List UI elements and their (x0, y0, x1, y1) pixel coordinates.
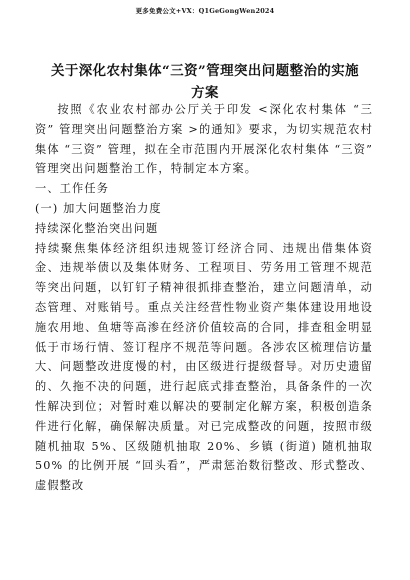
subsection-heading: (一) 加大问题整治力度 (35, 201, 162, 215)
header-note: 更多免费公文+VX：Q1GeGongWen2024 (135, 7, 275, 15)
intro-paragraph: 按照《农业农村部办公厅关于印发 <深化农村集体 “三资” 管理突出问题整治方案 >的通知》要求，为切实规范农村集体 “三资” 管理，拟在全市范围内开展深化农村集体 “三资” 管理突出问题整治工作，特制定本方案。 (35, 103, 373, 176)
item-title: 持续深化整治突出问题 (35, 221, 159, 235)
section-heading: 一、工作任务 (35, 182, 110, 196)
document-title (36, 60, 374, 104)
document-body (35, 100, 373, 496)
title-line-1: 关于深化农村集体“三资”管理突出问题整治的实施 (50, 63, 360, 79)
main-paragraph: 持续聚焦集体经济组织违规签订经济合同、违规出借集体资金、违规举债以及集体财务、工程项目、劳务用工管理不规范等突出问题，以钉钉子精神很抓排查整治，建立问题清单，动态管理、对账销号。重点关注经营性物业资产集体建设用地设施农用地、鱼塘等高渗在经济价值较高的合同，排查租金明显低于市场行情、签订程序不规范等问题。各涉农区梳理信访量大、问题整改进度慢的村，由区级进行提级督导。对历史遗留的、久拖不决的问题，进行起底式排查整治，具备条件的一次性解决到位；对暂时难以解决的要制定化解方案，积极创造条件进行化解，确保解决质量。对已完成整改的问题，按照市级随机抽取 5%、区级随机抽取 20%、乡镇 (街道) 随机抽取 50% 的比例开展 “回头看”，严肃惩治数衍整改、形式整改、虚假整改 (35, 241, 373, 493)
title-line-2: 方案 (191, 85, 219, 101)
